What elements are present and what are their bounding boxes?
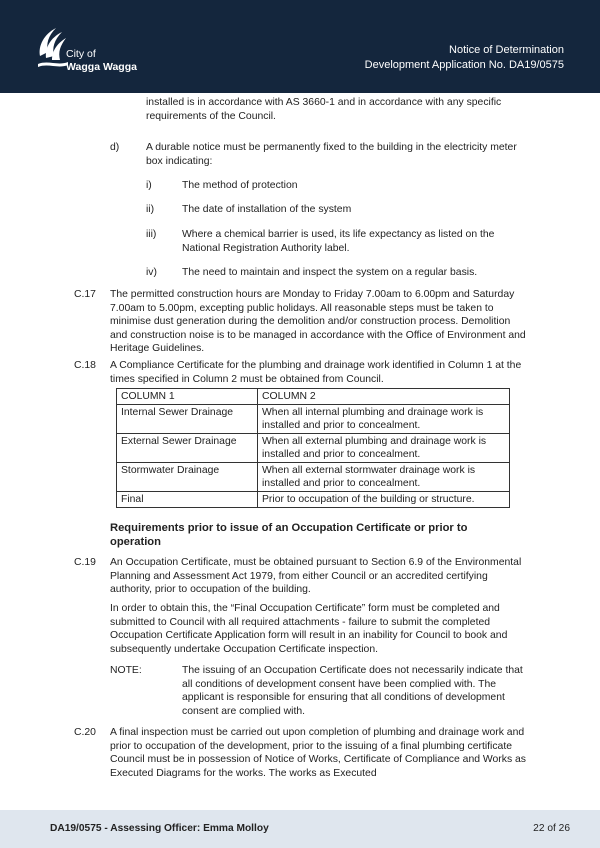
condition-c20-text: A final inspection must be carried out upon completion of plumbing and drainage work and prior to occupation of the development, prior to the issuing of a final plumbing certificate Council must be in possession of Notice of Works, Certificate of Compliance and Works as Executed Diagrams for the works. The works as Executed [110,727,526,779]
table-row [117,405,510,434]
page-number: 22 of 26 [533,823,570,834]
condition-c17-label: C.17 [74,289,96,300]
compliance-table [116,388,510,508]
item-iv-label: iv) [146,267,157,278]
condition-c20-label: C.20 [74,727,96,738]
section-heading: Requirements prior to issue of an Occupation Certificate or prior to operation [110,522,468,548]
wagga-wagga-logo-icon [36,26,70,70]
note-text: The issuing of an Occupation Certificate does not necessarily indicate that all conditions of development consent have been complied with. The applicant is responsible for ensuring that all conditions of development consent are complied with. [182,665,523,717]
table-row [117,463,510,492]
table-cell: When all external plumbing and drainage work is installed and prior to concealment. [258,434,510,463]
page-footer [0,810,600,848]
page-header [0,0,600,93]
table-cell: When all internal plumbing and drainage work is installed and prior to concealment. [258,405,510,434]
item-ii-label: ii) [146,204,155,215]
table-cell: Prior to occupation of the building or structure. [258,492,510,508]
condition-c18-text: A Compliance Certificate for the plumbing and drainage work identified in Column 1 at the times specified in Column 2 must be obtained from Council. [110,360,522,385]
condition-c18-label: C.18 [74,360,96,371]
item-iv-text: The need to maintain and inspect the system on a regular basis. [182,267,478,278]
document-title-line-2: Development Application No. DA19/0575 [364,58,564,71]
condition-c19-paragraph-2: In order to obtain this, the “Final Occupation Certificate” form must be completed and submitted to Council with all required attachments - failure to submit the completed Occupation Certificate Application form will result in an inability for Council to book and subsequently undertake Occupation Certificate inspection. [110,603,508,655]
condition-c17-text: The permitted construction hours are Monday to Friday 7.00am to 6.00pm and Saturday 7.00am to 5.00pm, excepting public holidays. All reasonable steps must be taken to minimise dust generation during the demolition and/or construction process. Demolition and construction noise is to be managed in accordance with the Office of Environment and Heritage Guidelines. [110,289,526,355]
table-cell: Internal Sewer Drainage [117,405,258,434]
table-header-row [117,389,510,405]
condition-c19-text: An Occupation Certificate, must be obtained pursuant to Section 6.9 of the Environmental Planning and Assessment Act 1979, from either Council or an accredited certifying authority, prior to occupation of the building. [110,557,522,596]
item-i-label: i) [146,180,152,191]
document-title-line-1: Notice of Determination [449,44,564,56]
table-cell: Stormwater Drainage [117,463,258,492]
logo-line-1: City of [66,48,96,60]
logo-line-2: Wagga Wagga [66,60,137,73]
table-row [117,492,510,508]
condition-d-label: d) [110,142,120,153]
continued-paragraph: installed is in accordance with AS 3660-1 and in accordance with any specific requirements of the Council. [146,97,502,122]
footer-reference: DA19/0575 - Assessing Officer: Emma Molloy [50,823,269,834]
item-iii-text: Where a chemical barrier is used, its life expectancy as listed on the National Registration Authority label. [182,229,495,254]
table-row [117,434,510,463]
table-cell: External Sewer Drainage [117,434,258,463]
condition-c19-label: C.19 [74,557,96,568]
table-cell: When all external stormwater drainage work is installed and prior to concealment. [258,463,510,492]
note-label: NOTE: [110,665,142,676]
item-ii-text: The date of installation of the system [182,204,352,215]
table-cell: Final [117,492,258,508]
item-iii-label: iii) [146,229,157,240]
table-header-cell: COLUMN 1 [117,389,258,405]
item-i-text: The method of protection [182,180,298,191]
table-header-cell: COLUMN 2 [258,389,510,405]
condition-d-text: A durable notice must be permanently fixed to the building in the electricity meter box indicating: [146,142,517,167]
logo-text [66,48,137,73]
document-title [365,43,564,72]
